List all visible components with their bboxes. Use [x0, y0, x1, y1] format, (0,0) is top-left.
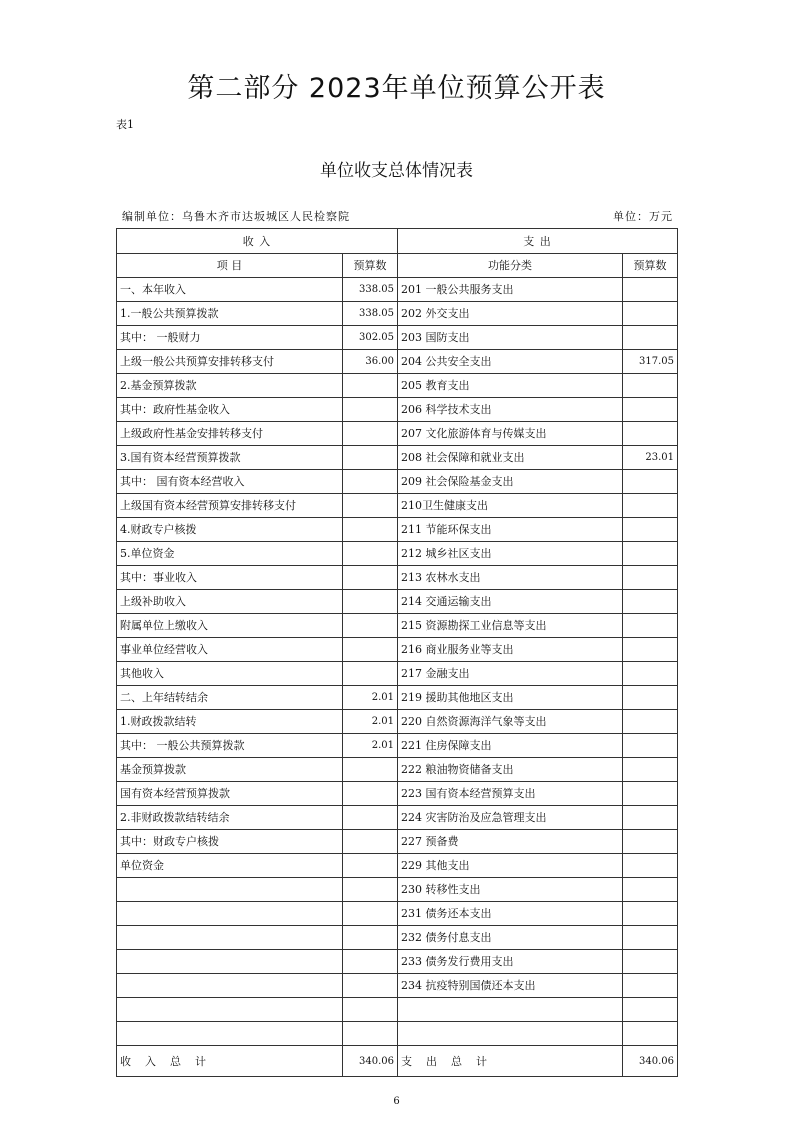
- income-item: 2.非财政拨款结转结余: [117, 806, 343, 830]
- expense-item: [398, 998, 623, 1022]
- income-amount: [343, 902, 398, 926]
- expense-header: 支 出: [398, 229, 678, 254]
- income-item: 上级补助收入: [117, 590, 343, 614]
- expense-amount: [623, 734, 678, 758]
- table-row: [117, 494, 678, 518]
- table-row: [117, 830, 678, 854]
- income-item: 4.财政专户核拨: [117, 518, 343, 542]
- expense-item: 227 预备费: [398, 830, 623, 854]
- income-total-amount: 340.06: [343, 1046, 398, 1077]
- income-item: 5.单位资金: [117, 542, 343, 566]
- income-amount: [343, 518, 398, 542]
- income-item: 其中： 一般财力: [117, 326, 343, 350]
- expense-amount: [623, 686, 678, 710]
- expense-item: 224 灾害防治及应急管理支出: [398, 806, 623, 830]
- budget-table: [116, 228, 678, 1077]
- income-item: [117, 902, 343, 926]
- expense-item: 216 商业服务业等支出: [398, 638, 623, 662]
- income-item: 基金预算拨款: [117, 758, 343, 782]
- income-amount: [343, 590, 398, 614]
- income-amount: [343, 662, 398, 686]
- income-amount: [343, 398, 398, 422]
- income-header: 收 入: [117, 229, 398, 254]
- income-item: 3.国有资本经营预算拨款: [117, 446, 343, 470]
- income-item: 其他收入: [117, 662, 343, 686]
- income-amount: [343, 470, 398, 494]
- item-column-header: 项 目: [117, 254, 343, 278]
- income-amount: [343, 854, 398, 878]
- income-item: 2.基金预算拨款: [117, 374, 343, 398]
- income-amount: [343, 950, 398, 974]
- income-amount: 338.05: [343, 302, 398, 326]
- income-amount: [343, 878, 398, 902]
- expense-amount: [623, 710, 678, 734]
- expense-amount: [623, 782, 678, 806]
- expense-total-label: 支出总计: [398, 1046, 623, 1077]
- expense-amount: [623, 950, 678, 974]
- expense-item: 223 国有资本经营预算支出: [398, 782, 623, 806]
- expense-amount: [623, 590, 678, 614]
- table-row: [117, 998, 678, 1022]
- income-item: [117, 926, 343, 950]
- expense-amount: [623, 566, 678, 590]
- expense-amount: [623, 398, 678, 422]
- expense-item: 221 住房保障支出: [398, 734, 623, 758]
- expense-item: 220 自然资源海洋气象等支出: [398, 710, 623, 734]
- income-item: [117, 878, 343, 902]
- income-amount: [343, 782, 398, 806]
- income-item: 上级国有资本经营预算安排转移支付: [117, 494, 343, 518]
- income-item: 二、上年结转结余: [117, 686, 343, 710]
- income-item: 其中： 国有资本经营收入: [117, 470, 343, 494]
- income-amount: [343, 638, 398, 662]
- expense-amount: [623, 302, 678, 326]
- table-row: [117, 302, 678, 326]
- unit-label: 单位：万元: [613, 210, 673, 223]
- total-row: [117, 1046, 678, 1077]
- budget-column-header: 预算数: [343, 254, 398, 278]
- table-row: [117, 638, 678, 662]
- table-row: [117, 470, 678, 494]
- expense-amount: [623, 758, 678, 782]
- expense-item: 201 一般公共服务支出: [398, 278, 623, 302]
- table-row: [117, 350, 678, 374]
- expense-amount: [623, 662, 678, 686]
- income-amount: 36.00: [343, 350, 398, 374]
- income-amount: 2.01: [343, 734, 398, 758]
- expense-amount: [623, 1022, 678, 1046]
- expense-total-amount: 340.06: [623, 1046, 678, 1077]
- expense-item: 212 城乡社区支出: [398, 542, 623, 566]
- page-title: 第二部分 2023年单位预算公开表: [187, 73, 606, 104]
- table-row: [117, 806, 678, 830]
- expense-amount: [623, 422, 678, 446]
- income-item: [117, 998, 343, 1022]
- expense-item: 203 国防支出: [398, 326, 623, 350]
- expense-item: 233 债务发行费用支出: [398, 950, 623, 974]
- expense-item: 213 农林水支出: [398, 566, 623, 590]
- table-row: [117, 1022, 678, 1046]
- table-row: [117, 326, 678, 350]
- expense-amount: [623, 878, 678, 902]
- expense-item: 229 其他支出: [398, 854, 623, 878]
- table-row: [117, 590, 678, 614]
- expense-item: 222 粮油物资储备支出: [398, 758, 623, 782]
- organization-label: 编制单位：乌鲁木齐市达坂城区人民检察院: [122, 210, 350, 223]
- income-amount: [343, 926, 398, 950]
- income-item: 其中： 一般公共预算拨款: [117, 734, 343, 758]
- expense-item: 202 外交支出: [398, 302, 623, 326]
- income-item: 单位资金: [117, 854, 343, 878]
- income-item: 一、本年收入: [117, 278, 343, 302]
- table-row: [117, 926, 678, 950]
- table-row: [117, 782, 678, 806]
- expense-amount: [623, 614, 678, 638]
- expense-item: 206 科学技术支出: [398, 398, 623, 422]
- expense-item: 210卫生健康支出: [398, 494, 623, 518]
- table-row: [117, 398, 678, 422]
- table-row: [117, 374, 678, 398]
- expense-amount: [623, 974, 678, 998]
- income-amount: 2.01: [343, 686, 398, 710]
- expense-amount: [623, 518, 678, 542]
- expense-item: 205 教育支出: [398, 374, 623, 398]
- table-header-row: [117, 229, 678, 254]
- income-item: 1.财政拨款结转: [117, 710, 343, 734]
- income-item: 其中：政府性基金收入: [117, 398, 343, 422]
- expense-amount: [623, 494, 678, 518]
- income-amount: [343, 566, 398, 590]
- expense-item: 209 社会保险基金支出: [398, 470, 623, 494]
- expense-amount: [623, 326, 678, 350]
- expense-amount: [623, 854, 678, 878]
- income-amount: 2.01: [343, 710, 398, 734]
- income-total-label: 收入总计: [117, 1046, 343, 1077]
- table-row: [117, 950, 678, 974]
- income-amount: [343, 614, 398, 638]
- expense-item: 214 交通运输支出: [398, 590, 623, 614]
- expense-item: 215 资源勘探工业信息等支出: [398, 614, 623, 638]
- income-item: 事业单位经营收入: [117, 638, 343, 662]
- expense-item: 219 援助其他地区支出: [398, 686, 623, 710]
- expense-item: 208 社会保障和就业支出: [398, 446, 623, 470]
- function-column-header: 功能分类: [398, 254, 623, 278]
- expense-amount: 317.05: [623, 350, 678, 374]
- income-amount: [343, 998, 398, 1022]
- income-item: 附属单位上缴收入: [117, 614, 343, 638]
- income-item: [117, 974, 343, 998]
- income-amount: [343, 1022, 398, 1046]
- table-row: [117, 518, 678, 542]
- table-row: [117, 422, 678, 446]
- income-item: 上级政府性基金安排转移支付: [117, 422, 343, 446]
- expense-amount: 23.01: [623, 446, 678, 470]
- expense-item: 232 债务付息支出: [398, 926, 623, 950]
- expense-amount: [623, 806, 678, 830]
- expense-item: 207 文化旅游体育与传媒支出: [398, 422, 623, 446]
- expense-amount: [623, 926, 678, 950]
- income-item: 其中：事业收入: [117, 566, 343, 590]
- income-amount: [343, 806, 398, 830]
- income-amount: [343, 446, 398, 470]
- income-amount: [343, 758, 398, 782]
- expense-item: 217 金融支出: [398, 662, 623, 686]
- income-amount: [343, 422, 398, 446]
- expense-item: 234 抗疫特别国债还本支出: [398, 974, 623, 998]
- expense-item: 230 转移性支出: [398, 878, 623, 902]
- table-row: [117, 278, 678, 302]
- table-row: [117, 758, 678, 782]
- income-amount: [343, 830, 398, 854]
- expense-amount: [623, 830, 678, 854]
- income-amount: [343, 974, 398, 998]
- income-amount: 338.05: [343, 278, 398, 302]
- expense-amount: [623, 638, 678, 662]
- income-amount: [343, 374, 398, 398]
- table-row: [117, 542, 678, 566]
- expense-amount: [623, 902, 678, 926]
- expense-item: 231 债务还本支出: [398, 902, 623, 926]
- income-amount: [343, 542, 398, 566]
- income-item: 其中：财政专户核拨: [117, 830, 343, 854]
- expense-item: [398, 1022, 623, 1046]
- expense-amount: [623, 374, 678, 398]
- income-item: 国有资本经营预算拨款: [117, 782, 343, 806]
- expense-amount: [623, 542, 678, 566]
- table-row: [117, 902, 678, 926]
- table-row: [117, 566, 678, 590]
- table-row: [117, 854, 678, 878]
- expense-amount: [623, 278, 678, 302]
- budget2-column-header: 预算数: [623, 254, 678, 278]
- income-amount: [343, 494, 398, 518]
- table-row: [117, 614, 678, 638]
- income-item: 1.一般公共预算拨款: [117, 302, 343, 326]
- table-row: [117, 734, 678, 758]
- page-number: 6: [393, 1096, 400, 1107]
- table-number: 表1: [116, 118, 134, 131]
- table-row: [117, 878, 678, 902]
- expense-item: 204 公共安全支出: [398, 350, 623, 374]
- income-item: 上级一般公共预算安排转移支付: [117, 350, 343, 374]
- income-item: [117, 950, 343, 974]
- table-title: 单位收支总体情况表: [320, 161, 473, 181]
- expense-amount: [623, 470, 678, 494]
- table-subheader-row: [117, 254, 678, 278]
- table-row: [117, 710, 678, 734]
- table-row: [117, 662, 678, 686]
- table-row: [117, 686, 678, 710]
- income-item: [117, 1022, 343, 1046]
- expense-amount: [623, 998, 678, 1022]
- table-row: [117, 446, 678, 470]
- income-amount: 302.05: [343, 326, 398, 350]
- expense-item: 211 节能环保支出: [398, 518, 623, 542]
- table-row: [117, 974, 678, 998]
